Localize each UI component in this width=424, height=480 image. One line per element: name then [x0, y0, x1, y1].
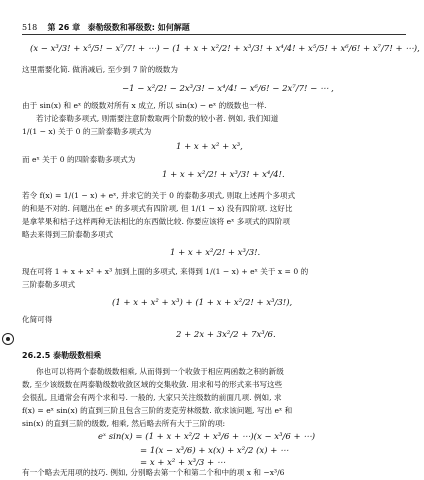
- equation-line: 2 + 2x + 3x²/2 + 7x³/6.: [176, 330, 276, 340]
- margin-bullet-icon: [2, 333, 14, 345]
- text-line: 是拿苹果和桔子这样两种无法相比的东西做比较. 你要应该将 eˣ 多项式的四阶项: [22, 217, 290, 226]
- equation-line: = 1(x − x³/6) + x(x) + x²/2 (x) + ⋯: [140, 446, 289, 456]
- text-line: 三阶泰勒多项式: [22, 280, 76, 289]
- section-heading: 26.2.5 泰勒级数相乘: [22, 351, 102, 360]
- text-line: 化简可得: [22, 315, 53, 324]
- text-line: 由于 sin(x) 和 eˣ 的级数对所有 x 成立, 所以 sin(x) − eˣ 的级数也一样.: [22, 101, 267, 110]
- text-line: 略去来得到三阶泰勒多项式: [22, 230, 114, 239]
- equation-line: 1 + x + x²/2! + x³/3!.: [170, 248, 261, 258]
- equation-line: (1 + x + x² + x³) + (1 + x + x²/2! + x³/3!),: [112, 298, 293, 308]
- text-line: 会很乱, 且通常会有两个求和号. 一般的, 大家只关注级数的前面几项. 例如, 求: [22, 393, 282, 402]
- chapter-title: 泰勒级数和幂级数: 如何解题: [87, 23, 190, 32]
- equation-line: 1 + x + x² + x³,: [176, 142, 243, 152]
- chapter-label: 第 26 章: [47, 23, 81, 32]
- text-line: 1/(1 − x) 关于 0 的三阶泰勒多项式为: [22, 127, 152, 136]
- text-line: 数, 至少该级数在两泰勒级数收敛区域的交集收敛. 用求和号的形式来书写这些: [22, 380, 283, 389]
- text-line: 若令 f(x) = 1/(1 − x) + eˣ, 并求它的关于 0 的泰勒多项式, 则取上述两个多项式: [22, 191, 296, 200]
- text-line: 若讨论泰勒多项式, 则需要注意阶数取两个阶数的较小者. 例如, 我们知道: [36, 114, 279, 123]
- equation-line: −1 − x²/2! − 2x³/3! − x⁴/4! − x⁶/6! − 2x⁷/7! − ⋯ ,: [122, 84, 334, 94]
- running-header: [22, 22, 190, 33]
- text-line: 这里需要化简. 做消减后, 至少到 7 阶的级数为: [22, 65, 178, 74]
- text-line: f(x) = eˣ sin(x) 的直到三阶且包含三阶的麦克劳林级数. 欲求该问题, 写出 eˣ 和: [22, 406, 293, 415]
- text-line: 你也可以将两个泰勒级数相乘, 从而得到一个收敛于相应两函数之积的新级: [36, 367, 284, 376]
- text-line: sin(x) 的直到三阶的级数, 相乘, 然后略去所有大于三阶的项:: [22, 419, 226, 428]
- equation-line: eˣ sin(x) = (1 + x + x²/2 + x³/6 + ⋯)(x − x³/6 + ⋯): [98, 432, 316, 442]
- text-line: 的和是不对的. 问题出在 eˣ 的多项式有四阶项, 但 1/(1 − x) 没有四阶项. 这好比: [22, 204, 293, 213]
- equation-line: (x − x³/3! + x⁵/5! − x⁷/7! + ⋯) − (1 + x + x²/2! + x³/3! + x⁴/4! + x⁵/5! + x⁶/6! + x⁷/7! + ⋯),: [30, 44, 420, 54]
- text-line: 现在可将 1 + x + x² + x³ 加到上面的多项式, 来得到 1/(1 − x) + eˣ 关于 x = 0 的: [22, 267, 309, 276]
- equation-line: 1 + x + x²/2! + x³/3! + x⁴/4!.: [162, 170, 285, 180]
- text-line: 而 eˣ 关于 0 的四阶泰勒多项式为: [22, 155, 136, 164]
- equation-line: = x + x² + x³/3 + ⋯: [140, 458, 226, 468]
- header-rule: [22, 34, 406, 35]
- page-number: 518: [22, 23, 38, 32]
- text-line: 有一个略去无用项的技巧. 例如, 分别略去第一个和第二个和中的项 x 和 −x³/6: [22, 468, 285, 477]
